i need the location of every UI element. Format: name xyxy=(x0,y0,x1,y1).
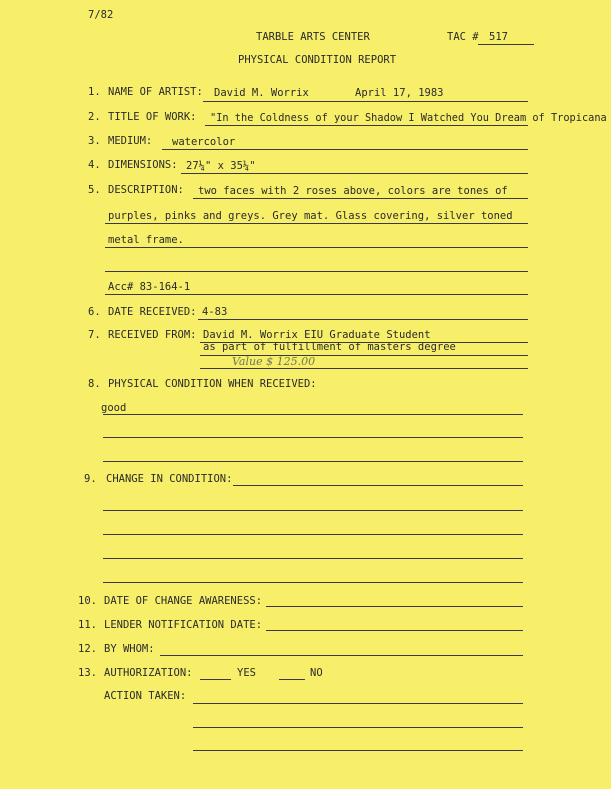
corner-date: 7/82 xyxy=(88,9,114,21)
change-rule-3 xyxy=(103,534,523,535)
field-6-number: 6. xyxy=(88,306,101,318)
medium-value: watercolor xyxy=(172,136,236,148)
handwritten-value: Value $ 125.00 xyxy=(232,355,316,368)
date-received-value: 4-83 xyxy=(202,306,228,318)
dimensions-value: 27¼" x 35¼" xyxy=(186,160,256,172)
received-from-line-1: David M. Worrix EIU Graduate Student xyxy=(203,329,431,341)
artist-date: April 17, 1983 xyxy=(355,87,444,99)
dimensions-line xyxy=(181,173,528,174)
tac-number-line xyxy=(478,44,534,45)
dimensions-label: DIMENSIONS: xyxy=(108,159,178,171)
field-3-number: 3. xyxy=(88,135,101,147)
action-rule-2 xyxy=(193,727,523,728)
field-4-number: 4. xyxy=(88,159,101,171)
yes-line xyxy=(200,679,231,680)
lender-notification-line xyxy=(266,630,523,631)
field-13-number: 13. xyxy=(78,667,97,679)
date-received-line xyxy=(198,319,528,320)
description-line-3: metal frame. xyxy=(108,234,184,246)
by-whom-label: BY WHOM: xyxy=(104,643,155,655)
no-line xyxy=(279,679,305,680)
description-rule-3 xyxy=(105,247,528,248)
received-from-line-2: as part of fulfillment of masters degree xyxy=(203,341,456,353)
artist-label: NAME OF ARTIST: xyxy=(108,86,203,98)
condition-rule-3 xyxy=(103,461,523,462)
action-rule-3 xyxy=(193,750,523,751)
title-of-work-label: TITLE OF WORK: xyxy=(108,111,197,123)
field-11-number: 11. xyxy=(78,619,97,631)
field-9-number: 9. xyxy=(84,473,97,485)
field-10-number: 10. xyxy=(78,595,97,607)
field-7-number: 7. xyxy=(88,329,101,341)
artist-name: David M. Worrix xyxy=(214,87,309,99)
date-of-change-line xyxy=(266,606,523,607)
description-line-2: purples, pinks and greys. Grey mat. Glass covering, silver toned xyxy=(108,210,513,222)
org-name: TARBLE ARTS CENTER xyxy=(256,31,370,43)
change-rule-4 xyxy=(103,558,523,559)
tac-number: 517 xyxy=(489,31,508,43)
by-whom-line xyxy=(160,655,523,656)
physical-condition-label: PHYSICAL CONDITION WHEN RECEIVED: xyxy=(108,378,317,390)
change-rule-1 xyxy=(233,485,523,486)
condition-rule-1 xyxy=(103,414,523,415)
artist-line xyxy=(203,101,528,102)
description-rule-4 xyxy=(105,271,528,272)
authorization-label: AUTHORIZATION: xyxy=(104,667,193,679)
page-title: PHYSICAL CONDITION REPORT xyxy=(238,54,397,66)
description-line-1: two faces with 2 roses above, colors are tones of xyxy=(198,185,508,197)
date-of-change-label: DATE OF CHANGE AWARENESS: xyxy=(104,595,263,607)
field-8-number: 8. xyxy=(88,378,101,390)
received-from-rule-3 xyxy=(200,368,528,369)
title-of-work-line xyxy=(205,125,528,126)
field-2-number: 2. xyxy=(88,111,101,123)
change-in-condition-label: CHANGE IN CONDITION: xyxy=(106,473,233,485)
authorization-no: NO xyxy=(310,667,323,679)
condition-rule-2 xyxy=(103,437,523,438)
lender-notification-label: LENDER NOTIFICATION DATE: xyxy=(104,619,263,631)
title-of-work-value: "In the Coldness of your Shadow I Watched You Dream of Tropicana xyxy=(210,112,607,124)
accession-number: Acc# 83-164-1 xyxy=(108,281,191,293)
field-5-number: 5. xyxy=(88,184,101,196)
description-rule-1 xyxy=(193,198,528,199)
tac-label: TAC # xyxy=(447,31,479,43)
medium-label: MEDIUM: xyxy=(108,135,153,147)
medium-line xyxy=(162,149,528,150)
authorization-yes: YES xyxy=(237,667,256,679)
description-rule-2 xyxy=(105,223,528,224)
physical-condition-value: good xyxy=(101,402,127,414)
description-label: DESCRIPTION: xyxy=(108,184,184,196)
change-rule-2 xyxy=(103,510,523,511)
description-rule-5 xyxy=(105,294,528,295)
received-from-label: RECEIVED FROM: xyxy=(108,329,197,341)
change-rule-5 xyxy=(103,582,523,583)
action-taken-label: ACTION TAKEN: xyxy=(104,690,187,702)
date-received-label: DATE RECEIVED: xyxy=(108,306,197,318)
field-1-number: 1. xyxy=(88,86,101,98)
action-rule-1 xyxy=(193,703,523,704)
field-12-number: 12. xyxy=(78,643,97,655)
